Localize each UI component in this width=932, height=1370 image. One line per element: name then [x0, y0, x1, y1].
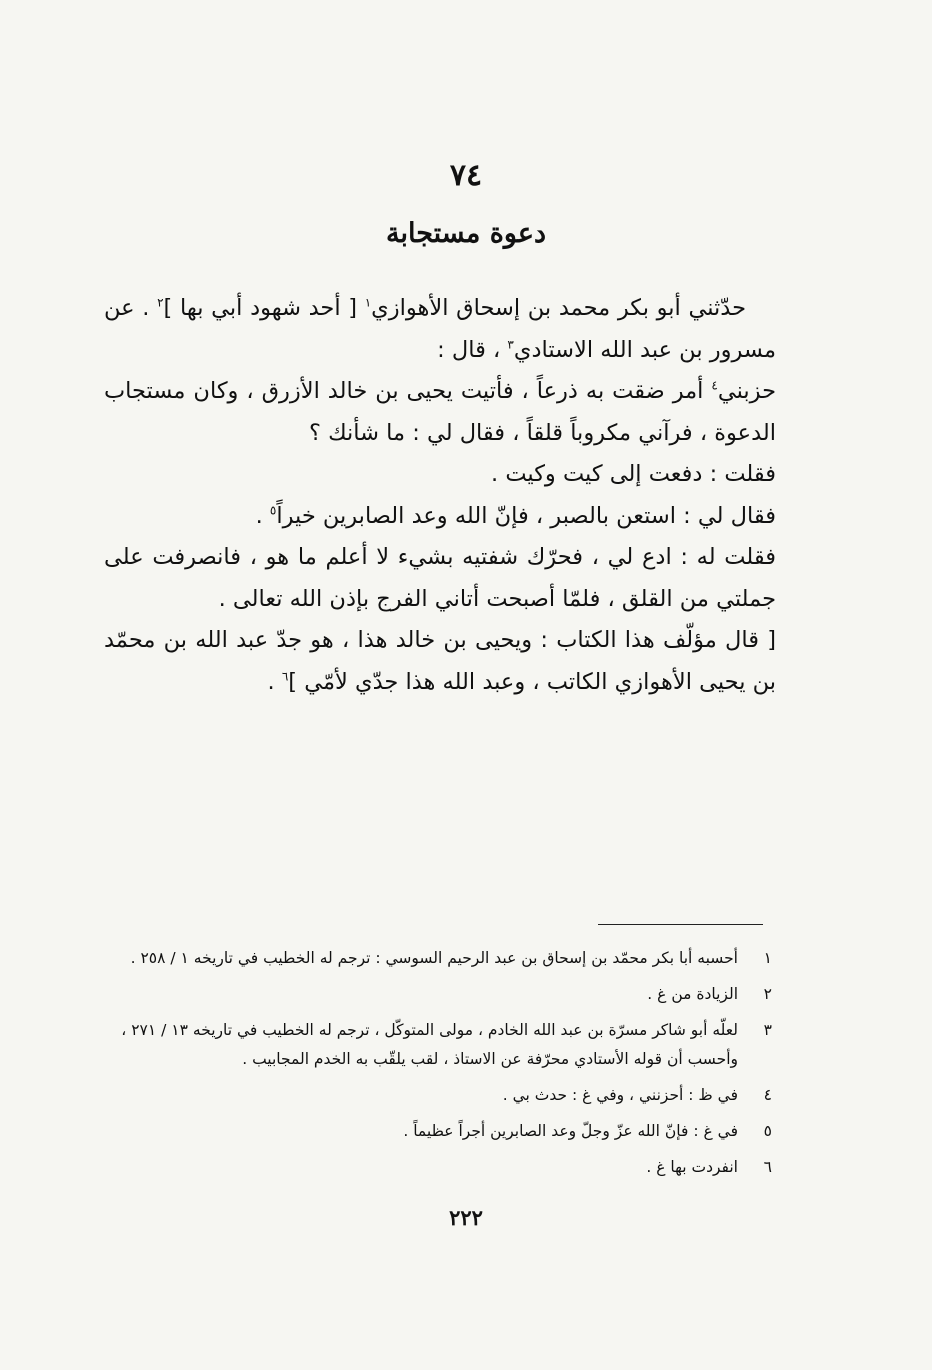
paragraph-6: [104, 620, 776, 703]
footnote-3: [96, 1016, 772, 1074]
footnote-ref-1: ١: [364, 295, 372, 310]
paragraph-1-part-c: . عن مسرور بن عبد الله الاستادي: [104, 295, 776, 363]
footnote-ref-2: ٢: [157, 295, 164, 310]
paragraph-2-part-b: أمر ضقت به ذرعاً ، فأتيت يحيى بن خالد الأزرق ، وكان مستجاب الدعوة ، فرآني مكروباً قلقاً ، فقال لي : ما شأنك ؟: [104, 378, 776, 446]
footnote-2: [96, 980, 772, 1009]
footnotes: [96, 944, 772, 1189]
paragraph-5: فقلت له : ادع لي ، فحرّك شفتيه بشيء لا أعلم ما هو ، فانصرفت على جملتي من القلق ، فلمّا أصبحت أتاني الفرج بإذن الله تعالى .: [104, 544, 776, 612]
chapter-title: دعوة مستجابة: [386, 218, 546, 249]
footnote-ref-6: ٦: [281, 669, 289, 683]
paragraph-2: [104, 371, 776, 454]
paragraph-1-part-b: [ أحد شهود أبي بها ]: [163, 295, 365, 321]
paragraph-4-part-b: .: [255, 502, 270, 529]
footnote-4: [96, 1081, 772, 1110]
footnote-6: [96, 1153, 772, 1182]
footnote-number: ٣: [763, 1021, 772, 1039]
footnote-separator: [598, 924, 763, 925]
footnote-text: في ظ : أحزنني ، وفي غ : حدث بي .: [502, 1086, 738, 1104]
footnote-1: [96, 944, 772, 973]
footnote-number: ٤: [763, 1086, 772, 1104]
paragraph-6-part-a: [ قال مؤلّف هذا الكتاب : ويحيى بن خالد هذا ، هو جدّ عبد الله بن محمّد بن يحيى الأهوازي الكاتب ، وعبد الله هذا جدّي لأمّي ]: [104, 627, 776, 695]
footnote-number: ٢: [763, 985, 772, 1003]
footnote-text: في غ : فإنّ الله عزّ وجلّ وعد الصابرين أجراً عظيماً .: [403, 1122, 738, 1140]
footnote-text: لعلّه أبو شاكر مسرّة بن عبد الله الخادم ، مولى المتوكّل ، ترجم له الخطيب في تاريخه ١٣ / ٢٧١ ، وأحسب أن قوله الأستادي محرّفة عن الاستاذ ، لقب يلقّب به الخدم المجابيب .: [121, 1021, 738, 1068]
footnote-number: ٥: [763, 1122, 772, 1140]
footnote-text: الزيادة من غ .: [647, 985, 738, 1003]
paragraph-1-part-d: ، قال :: [437, 336, 508, 363]
paragraph-3: فقلت : دفعت إلى كيت وكيت .: [491, 461, 776, 487]
body-text: [104, 288, 776, 703]
paragraph-1: [104, 288, 776, 371]
page-number: ٢٢٢: [449, 1205, 483, 1230]
paragraph-4: [104, 496, 776, 538]
paragraph-4-part-a: فقال لي : استعن بالصبر ، فإنّ الله وعد الصابرين خيراً: [276, 502, 776, 529]
footnote-text: أحسبه أبا بكر محمّد بن إسحاق بن عبد الرحيم السوسي : ترجم له الخطيب في تاريخه ١ / ٢٥٨ .: [130, 949, 738, 967]
footnote-5: [96, 1117, 772, 1146]
footnote-ref-3: ٣: [507, 337, 514, 351]
chapter-number: ٧٤: [449, 158, 483, 193]
footnote-ref-5: ٥: [269, 503, 277, 517]
paragraph-2-part-a: حزبني: [717, 378, 776, 404]
footnote-text: انفردت بها غ .: [646, 1158, 738, 1176]
footnote-ref-4: ٤: [711, 378, 718, 393]
footnote-number: ٦: [763, 1158, 772, 1176]
paragraph-6-part-b: .: [267, 668, 282, 695]
paragraph-1-part-a: حدّثني أبو بكر محمد بن إسحاق الأهوازي: [371, 295, 747, 321]
footnote-number: ١: [763, 949, 772, 967]
